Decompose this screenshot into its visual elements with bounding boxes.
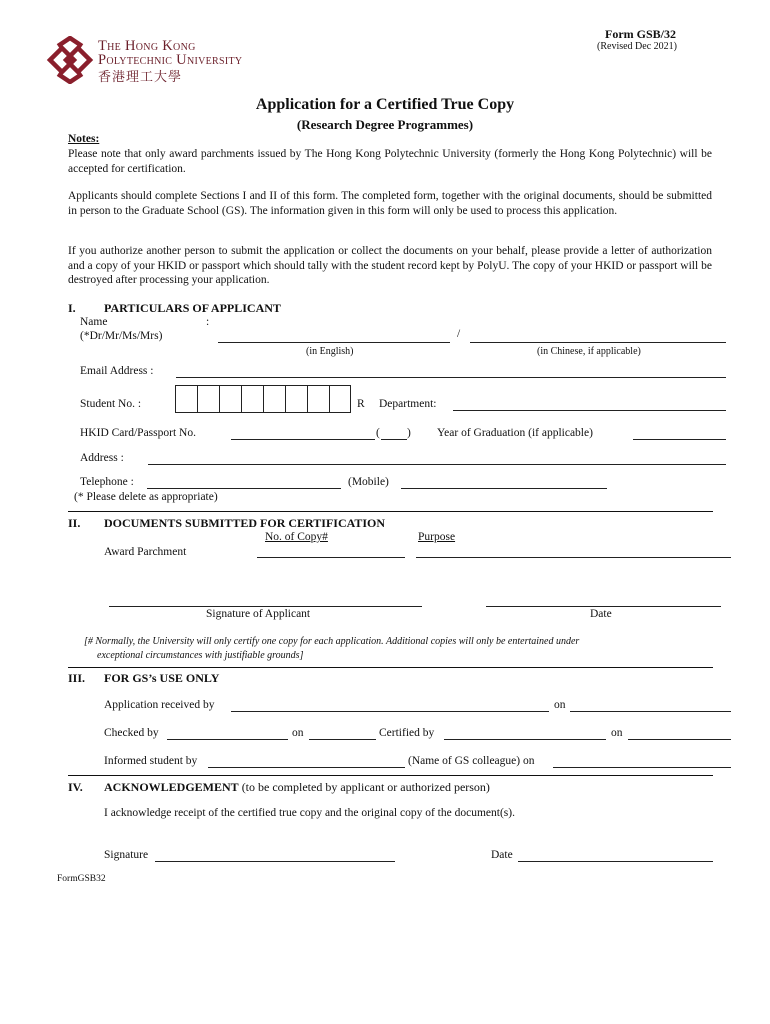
hkid-paren-close: ) (407, 427, 411, 439)
received-on-label: on (554, 699, 566, 711)
purpose-field[interactable] (416, 557, 731, 558)
name-chinese-field[interactable] (470, 342, 726, 343)
page-subtitle: (Research Degree Programmes) (296, 117, 474, 132)
student-no-suffix: R (357, 398, 365, 410)
informed-student-label: Informed student by (104, 755, 198, 767)
section-4-number: IV. (68, 780, 83, 794)
notes-paragraph-2: Applicants should complete Sections I and II of this form. The completed form, together with the original documents, should be submitted in person to the Graduate School (GS). The information given in this form will only be used to process this application. (68, 190, 712, 217)
applicant-signature-caption: Signature of Applicant (206, 608, 311, 620)
student-no-label: Student No. : (80, 398, 142, 410)
checked-on-field[interactable] (309, 739, 376, 740)
section-divider (68, 775, 713, 776)
checked-by-label: Checked by (104, 727, 159, 739)
section-2-heading: DOCUMENTS SUBMITTED FOR CERTIFICATION (104, 516, 386, 530)
student-no-boxes[interactable] (175, 385, 351, 413)
form-code: Form GSB/32 (605, 27, 676, 41)
logo-text-line2: Polytechnic University (98, 52, 243, 68)
name-english-field[interactable] (218, 342, 450, 343)
mobile-field[interactable] (401, 488, 607, 489)
ack-signature-field[interactable] (155, 861, 395, 862)
ack-signature-label: Signature (104, 849, 149, 861)
section-divider (68, 511, 713, 512)
graduation-field[interactable] (633, 439, 726, 440)
mobile-label: (Mobile) (348, 476, 389, 488)
applicant-date-caption: Date (590, 608, 612, 620)
graduation-label: Year of Graduation (if applicable) (437, 427, 593, 439)
hkid-field[interactable] (231, 439, 375, 440)
logo-text-line1: The Hong Kong (98, 38, 196, 54)
acknowledgement-text: I acknowledge receipt of the certified true copy and the original copy of the document(s). (104, 807, 515, 819)
email-field[interactable] (176, 377, 726, 378)
certified-on-label: on (611, 727, 623, 739)
department-field[interactable] (453, 410, 726, 411)
ack-date-label: Date (491, 849, 513, 861)
logo-text-chinese: 香港理工大學 (98, 70, 183, 85)
notes-heading: Notes: (68, 133, 100, 145)
applicant-signature-field[interactable] (109, 606, 422, 607)
section-4-heading (104, 780, 490, 795)
copies-column-header: No. of Copy# (265, 531, 328, 543)
email-label: Email Address : (80, 365, 154, 377)
in-english-caption: (in English) (306, 346, 354, 357)
address-field[interactable] (148, 464, 726, 465)
copies-field[interactable] (257, 557, 405, 558)
hkid-paren-open: ( (376, 427, 380, 439)
polyu-emblem-icon (44, 36, 96, 84)
copies-footnote-line-1: [# Normally, the University will only certify one copy for each application. Additional copies will only be entertained under (84, 636, 580, 647)
informed-on-field[interactable] (553, 767, 731, 768)
address-label: Address : (80, 452, 124, 464)
in-chinese-caption: (in Chinese, if applicable) (537, 346, 641, 357)
footer-form-code: FormGSB32 (57, 874, 106, 884)
name-slash: / (457, 328, 461, 340)
telephone-field[interactable] (147, 488, 341, 489)
purpose-column-header: Purpose (418, 531, 456, 543)
section-3-heading: FOR GS’s USE ONLY (104, 671, 220, 685)
telephone-label: Telephone : (80, 476, 134, 488)
notes-paragraph-1: Please note that only award parchments issued by The Hong Kong Polytechnic University (formerly the Hong Kong Polytechnic) will be accepted for certification. (68, 148, 712, 175)
section-4-heading-note: (to be completed by applicant or authorized person) (241, 780, 490, 794)
name-label: Name (80, 316, 108, 328)
name-colon: : (206, 316, 210, 328)
received-by-field[interactable] (231, 711, 549, 712)
section-divider (68, 667, 713, 668)
university-logo (44, 36, 96, 84)
page-title: Application for a Certified True Copy (255, 96, 515, 113)
certified-on-field[interactable] (628, 739, 731, 740)
title-label: (*Dr/Mr/Ms/Mrs) (80, 330, 163, 342)
informed-student-field[interactable] (208, 767, 405, 768)
gs-colleague-label: (Name of GS colleague) on (408, 755, 535, 767)
section-4-heading-title: ACKNOWLEDGEMENT (104, 780, 239, 794)
hkid-label: HKID Card/Passport No. (80, 427, 196, 439)
certified-by-label: Certified by (379, 727, 435, 739)
applicant-date-field[interactable] (486, 606, 721, 607)
section-3-number: III. (68, 671, 86, 685)
revised-date: (Revised Dec 2021) (597, 41, 677, 52)
department-label: Department: (379, 398, 437, 410)
delete-note: (* Please delete as appropriate) (74, 491, 218, 503)
ack-date-field[interactable] (518, 861, 713, 862)
copies-footnote-line-2: exceptional circumstances with justifiable grounds] (97, 650, 304, 661)
received-on-field[interactable] (570, 711, 731, 712)
notes-paragraph-3: If you authorize another person to submit the application or collect the documents on your behalf, please provide a letter of authorization and a copy of your HKID or passport which should tally with the student record kept by PolyU. The copy of your HKID or passport will be destroyed after processing your application. (68, 245, 712, 286)
received-by-label: Application received by (104, 699, 215, 711)
section-1-heading: PARTICULARS OF APPLICANT (104, 301, 281, 315)
certified-by-field[interactable] (444, 739, 606, 740)
hkid-check-digit-field[interactable] (381, 439, 407, 440)
checked-on-label: on (292, 727, 304, 739)
section-2-number: II. (68, 516, 81, 530)
award-parchment-label: Award Parchment (104, 546, 187, 558)
checked-by-field[interactable] (167, 739, 288, 740)
section-1-number: I. (68, 301, 76, 315)
